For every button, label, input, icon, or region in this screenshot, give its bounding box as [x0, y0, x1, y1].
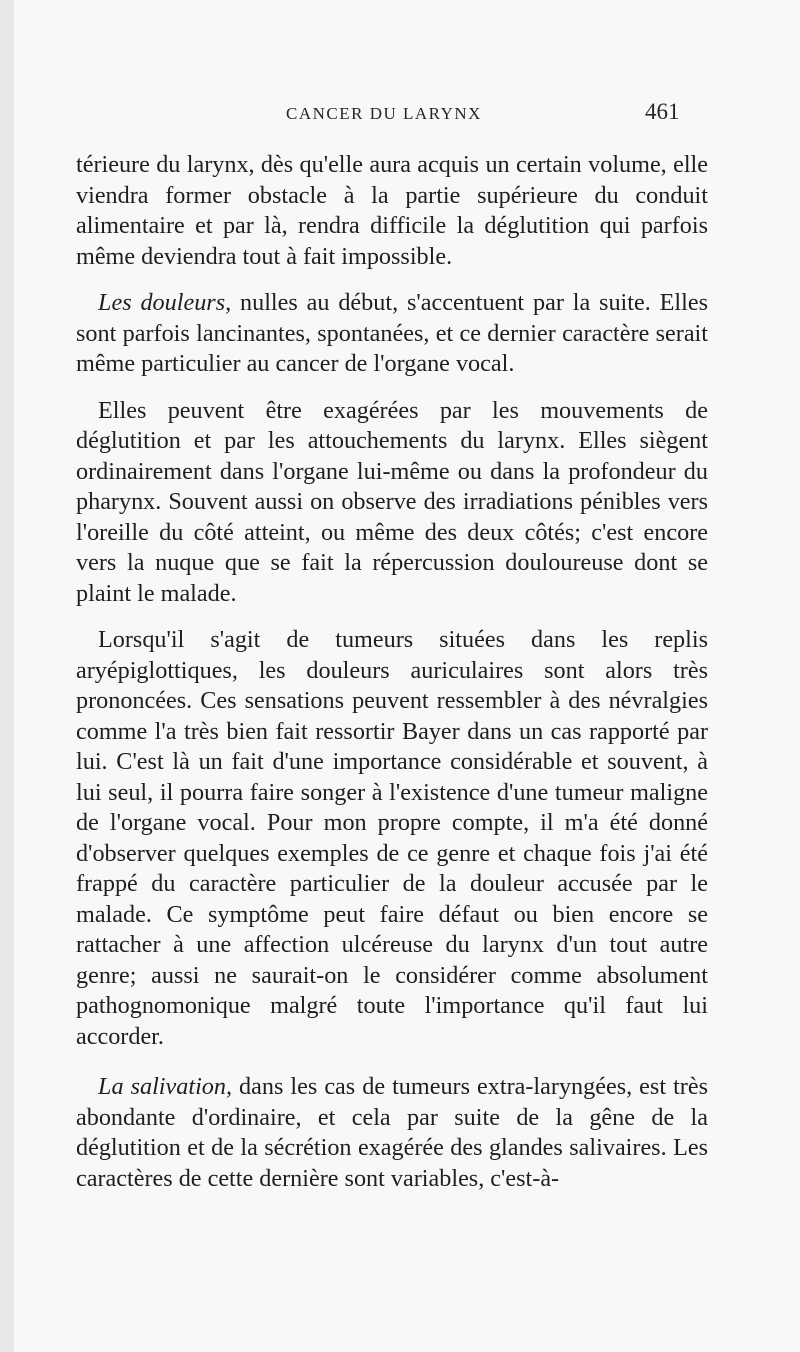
page-header [14, 99, 800, 132]
paragraph-text: Elles peuvent être exagérées par les mouvements de déglutition et par les attouchements du larynx. Elles siègent ordinairement dans l'organe lui-même ou dans la profondeur du pharynx. Souvent aussi on observe des irradiations pénibles vers l'oreille du côté atteint, ou même des deux côtés; c'est encore vers la nuque que se fait la répercussion douloureuse dont se plaint le malade. [76, 396, 708, 607]
paragraph-lead: La salivation, [98, 1073, 233, 1100]
paragraph-text: Lorsqu'il s'agit de tumeurs situées dans les replis aryépiglottiques, les douleurs auriculaires sont alors très prononcées. Ces sensations peuvent ressembler à des névralgies comme l'a très bien fait ressortir Bayer dans un cas rapporté par lui. C'est là un fait d'une importance considérable et souvent, à lui seul, il pourra faire songer à l'existence d'une tumeur maligne de l'organe vocal. Pour mon propre compte, il m'a été donné d'observer quelques exemples de ce genre et chaque fois j'ai été frappé du caractère particulier de la douleur accusée par le malade. Ce symptôme peut faire défaut ou bien encore se rattacher à une affection ulcéreuse du larynx d'un tout autre genre; aussi ne saurait-on le considérer comme absolument pathognomonique malgré toute l'importance qu'il faut lui accorder. [76, 626, 708, 1050]
paragraph-lead: Les douleurs, [98, 289, 232, 316]
paragraph-continuation [76, 150, 708, 272]
page-body [76, 150, 708, 1194]
paragraph-salivation [76, 1072, 708, 1194]
running-head: CANCER DU LARYNX [286, 104, 482, 123]
paragraph-text: térieure du larynx, dès qu'elle aura acquis un certain volume, elle viendra former obstacle à la partie supérieure du conduit alimentaire et par là, rendra difficile la déglutition qui parfois même deviendra tout à fait impossible. [76, 151, 708, 270]
paragraph-text: dans les cas de tumeurs extra-laryngées, est très abondante d'ordinaire, et cela par suite de la gêne de la déglutition et de la sécrétion exagérée des glandes salivaires. Les caractères de cette dernière sont variables, c'est-à- [76, 1073, 709, 1192]
paragraph-douleurs [76, 288, 708, 380]
paragraph-text: nulles au début, s'accentuent par la suite. Elles sont parfois lancinantes, spontanées, et ce dernier caractère serait même particulier au cancer de l'organe vocal. [76, 289, 708, 377]
page-number: 461 [645, 99, 680, 124]
scan-margin [0, 0, 14, 1352]
paragraph-siege [76, 396, 708, 610]
paragraph-tumeurs [76, 625, 708, 1052]
